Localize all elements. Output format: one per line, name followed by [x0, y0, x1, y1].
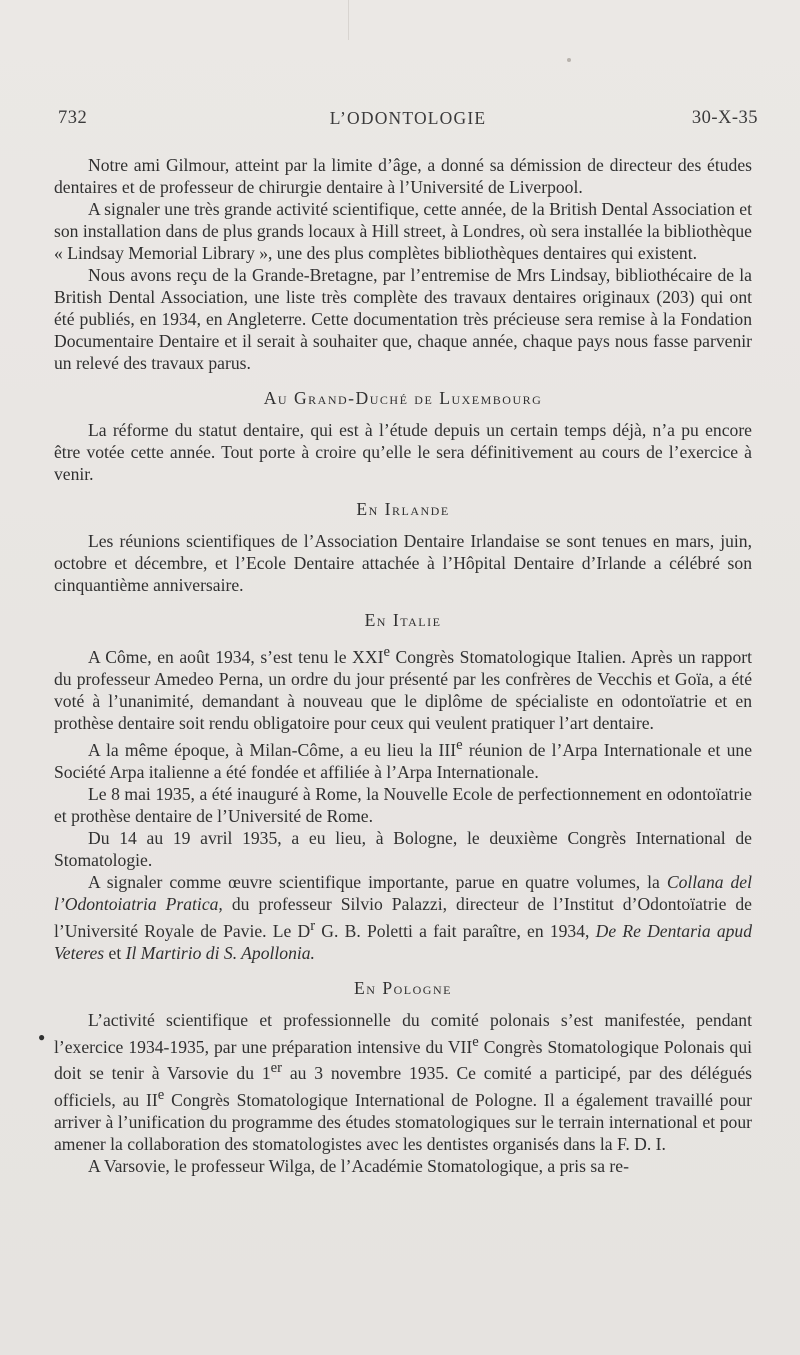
text-run: Congrès Stomatologique Italien. Après un rapport du professeur Amedeo Perna, un ordre du jour présenté par les confrères de Vecchis et Goïa, a été voté à l’unanimité, demandant à nouveau que le diplôme de spécialiste en odontoïatrie et en prothèse dentaire soit rendu obligatoire pour ceux qui veulent pratiquer l’art dentaire. [54, 646, 753, 733]
text-run: A signaler comme œuvre scientifique importante, parue en quatre volumes, la [88, 871, 667, 892]
paragraph: A signaler une très grande activité scientifique, cette année, de la British Dental Association et son installation dans de plus grands locaux à Hill street, à Londres, où sera installée la bibliothèque « Lindsay Memorial Library », une des plus complètes bibliothèques dentaires qui existent. [54, 199, 752, 263]
superscript: e [472, 1033, 479, 1050]
paragraph [54, 1009, 752, 1156]
text-run: Congrès Stomatologique Polonais qui doit se tenir à Varsovie du 1 [54, 1036, 753, 1084]
paragraph [54, 734, 752, 783]
section-heading-pologne: En Pologne [354, 977, 452, 998]
section-heading-luxembourg: Au Grand-Duché de Luxembourg [263, 388, 543, 408]
text-run: A Côme, en août 1934, s’est tenu le XXI [88, 646, 384, 667]
text-run: réunion de l’Arpa Internationale et une Société Arpa italienne a été fondée et affiliée à l’Arpa Internationale. [54, 739, 753, 782]
section-heading-italie: En Italie [364, 610, 442, 630]
paragraph: Les réunions scientifiques de l’Association Dentaire Irlandaise se sont tenues en mars, juin, octobre et décembre, et l’Ecole Dentaire attachée à l’Hôpital Dentaire d’Irlande a célébré son cinquantième anniversaire. [54, 531, 752, 595]
paragraph: La réforme du statut dentaire, qui est à l’étude depuis un certain temps déjà, n’a pu encore être votée cette année. Tout porte à croire qu’elle le sera définitivement au cours de l’exercice à venir. [54, 420, 752, 484]
journal-title: L’ODONTOLOGIE [329, 108, 487, 128]
text-run: au 3 novembre 1935. Ce comité a participé, par des délégués officiels, au II [54, 1063, 752, 1111]
section-heading-irlande: En Irlande [356, 499, 450, 519]
paragraph: Le 8 mai 1935, a été inauguré à Rome, la Nouvelle Ecole de perfectionnement en odontoïatrie et prothèse dentaire de l’Université de Rome. [54, 783, 752, 826]
paragraph: Notre ami Gilmour, atteint par la limite d’âge, a donné sa démission de directeur des études dentaires et de professeur de chirurgie dentaire à l’Université de Liverpool. [54, 155, 752, 197]
page-number: 732 [58, 108, 88, 128]
paragraph: Du 14 au 19 avril 1935, a eu lieu, à Bologne, le deuxième Congrès International de Stomatologie. [54, 827, 752, 870]
text-run: G. B. Poletti a fait paraître, en 1934, [315, 920, 596, 941]
paragraph [54, 641, 752, 734]
paragraph: Nous avons reçu de la Grande-Bretagne, par l’entremise de Mrs Lindsay, bibliothécaire de la British Dental Association, une liste très complète des travaux dentaires originaux (203) qui ont été publiés, en 1934, en Angleterre. Cette documentation très précieuse sera remise à la Fondation Documentaire Dentaire et il serait à souhaiter que, chaque année, chaque pays nous fasse parvenir un relevé des travaux parus. [54, 265, 752, 373]
superscript: e [456, 736, 463, 753]
paragraph [54, 871, 752, 964]
running-head [58, 108, 758, 134]
issue-date: 30-X-35 [691, 108, 758, 128]
text-run: Congrès Stomatologique International de Pologne. Il a également travaillé pour arriver à l’unification du programme des études stomatologiques sur le terrain international et pour amener la collaboration des stomatologistes avec les dentistes organisés dans la F. D. I. [54, 1090, 752, 1155]
italic-title: Il Martirio di S. Apollonia. [125, 942, 315, 963]
italic-title: De Re Dentaria apud Veteres [54, 920, 753, 963]
article-body [54, 154, 752, 1177]
text-run: et [104, 942, 126, 963]
superscript: e [157, 1087, 165, 1104]
page-edge-shadow [348, 0, 349, 40]
paragraph: A Varsovie, le professeur Wilga, de l’Académie Stomatologique, a pris sa re- [88, 1156, 629, 1177]
superscript: er [270, 1060, 283, 1077]
bullet-mark-icon: ● [38, 1030, 46, 1044]
text-run: A la même époque, à Milan-Côme, a eu lieu la III [88, 739, 457, 760]
paper-speck [567, 58, 571, 62]
superscript: e [383, 644, 390, 660]
text-run: L’activité scientifique et professionnelle du comité polonais s’est manifestée, pendant l’exercice 1934-1935, par une préparation intensive du VII [54, 1009, 752, 1057]
superscript: r [310, 917, 316, 934]
text-run: du professeur Silvio Palazzi, directeur de l’Institut d’Odontoïatrie de l’Université Royale de Pavie. Le D [54, 893, 752, 941]
italic-title: Collana del l’Odontoiatria Pratica, [54, 871, 753, 914]
